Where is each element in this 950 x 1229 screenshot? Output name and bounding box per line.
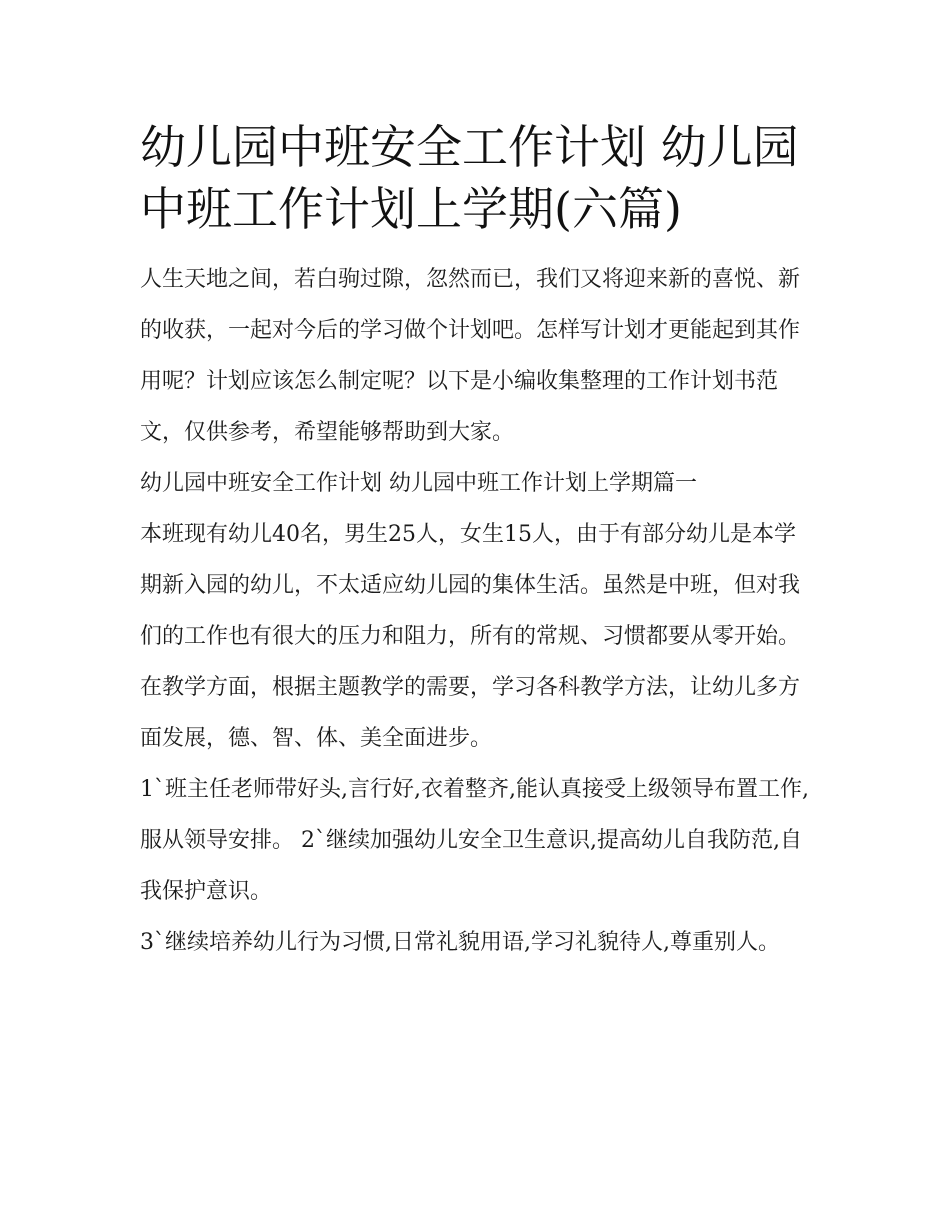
intro-paragraph: 人生天地之间，若白驹过隙，忽然而已，我们又将迎来新的喜悦、新的收获，一起对今后的学习做个计划吧。怎样写计划才更能起到其作用呢？计划应该怎么制定呢？以下是小编收集整理的工作计划书范文，仅供参考，希望能够帮助到大家。 (140, 267, 801, 445)
document-title: 幼儿园中班安全工作计划 幼儿园中班工作计划上学期(六篇) (140, 120, 799, 236)
document-page (140, 116, 812, 968)
plan-item-3: 3`继续培养幼儿行为习惯,日常礼貌用语,学习礼貌待人,尊重别人。 (140, 930, 780, 955)
plan-item-1-2: 1`班主任老师带好头,言行好,衣着整齐,能认真接受上级领导布置工作,服从领导安排。 2`继续加强幼儿安全卫生意识,提高幼儿自我防范,自我保护意识。 (140, 777, 809, 904)
class-overview-paragraph: 本班现有幼儿40名，男生25人，女生15人，由于有部分幼儿是本学期新入园的幼儿，不太适应幼儿园的集体生活。虽然是中班，但对我们的工作也有很大的压力和阻力，所有的常规、习惯都要从零开始。在教学方面，根据主题教学的需要，学习各科教学方法，让幼儿多方面发展，德、智、体、美全面进步。 (140, 522, 801, 751)
section-heading: 幼儿园中班安全工作计划 幼儿园中班工作计划上学期篇一 (140, 471, 697, 496)
